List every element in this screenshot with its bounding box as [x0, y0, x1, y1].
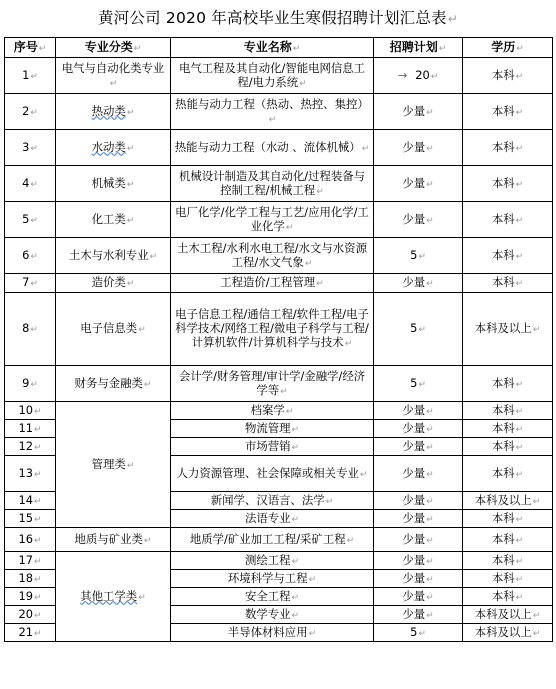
cell-category: 热动类↵	[56, 94, 171, 130]
cell-seq: 9↵	[5, 366, 56, 402]
cell-degree: 本科↵	[463, 58, 553, 94]
cell-seq: 10↵	[5, 402, 56, 420]
cell-seq: 11↵	[5, 420, 56, 438]
cell-seq: 16↵	[5, 528, 56, 552]
header-degree: 学历↵	[463, 38, 553, 58]
cell-plan: 少量↵	[374, 588, 463, 606]
cell-seq: 3↵	[5, 130, 56, 166]
cell-category: 造价类↵	[56, 274, 171, 293]
cell-plan: 少量↵	[374, 202, 463, 238]
cell-category-merged: 管理类↵	[56, 402, 171, 528]
table-row	[5, 202, 553, 238]
recruitment-plan-table	[4, 37, 553, 642]
cell-degree: 本科↵	[463, 570, 553, 588]
cell-majors: 人力资源管理、社会保障或相关专业↵	[171, 456, 374, 492]
cell-degree: 本科↵	[463, 166, 553, 202]
table-row	[5, 238, 553, 274]
cell-plan: 5↵	[374, 238, 463, 274]
cell-seq: 17↵	[5, 552, 56, 570]
cell-plan: 少量↵	[374, 552, 463, 570]
cell-seq: 1↵	[5, 58, 56, 94]
cell-seq: 15↵	[5, 510, 56, 528]
header-seq: 序号↵	[5, 38, 56, 58]
cell-plan: 少量↵	[374, 510, 463, 528]
cell-seq: 12↵	[5, 438, 56, 456]
cell-majors: 会计学/财务管理/审计学/金融学/经济学等↵	[171, 366, 374, 402]
cell-majors: 测绘工程↵	[171, 552, 374, 570]
cell-degree: 本科↵	[463, 94, 553, 130]
cell-majors: 电厂化学/化学工程与工艺/应用化学/工业化学↵	[171, 202, 374, 238]
cell-majors: 地质学/矿业加工工程/采矿工程↵	[171, 528, 374, 552]
cell-plan: 少量↵	[374, 492, 463, 510]
cell-majors: 土木工程/水利水电工程/水文与水资源工程/水文气象↵	[171, 238, 374, 274]
cell-majors: 热能与动力工程（水动 、流体机械）↵	[171, 130, 374, 166]
cell-category: 财务与金融类↵	[56, 366, 171, 402]
table-row	[5, 366, 553, 402]
cell-majors: 半导体材料应用↵	[171, 624, 374, 642]
cell-category: 电气与自动化类专业↵	[56, 58, 171, 94]
header-plan: 招聘计划↵	[374, 38, 463, 58]
cell-category: 水动类↵	[56, 130, 171, 166]
cell-seq: 20↵	[5, 606, 56, 624]
cell-majors: 电子信息工程/通信工程/软件工程/电子科学技术/网络工程/微电子科学与工程/ 计算机软件/计算机科学与技术↵	[171, 293, 374, 366]
table-row	[5, 402, 553, 420]
cell-degree: 本科及以上↵	[463, 293, 553, 366]
header-majors: 专业名称↵	[171, 38, 374, 58]
cell-plan: 少量↵	[374, 274, 463, 293]
header-category: 专业分类↵	[56, 38, 171, 58]
cell-degree: 本科↵	[463, 130, 553, 166]
table-row	[5, 130, 553, 166]
cell-plan: 5↵	[374, 624, 463, 642]
cell-seq: 8↵	[5, 293, 56, 366]
cell-majors: 环境科学与工程↵	[171, 570, 374, 588]
cell-degree: 本科↵	[463, 510, 553, 528]
cell-majors: 物流管理↵	[171, 420, 374, 438]
cell-plan: 少量↵	[374, 570, 463, 588]
cell-degree: 本科↵	[463, 238, 553, 274]
cell-degree: 本科↵	[463, 420, 553, 438]
cell-degree: 本科↵	[463, 438, 553, 456]
cell-seq: 5↵	[5, 202, 56, 238]
table-header-row	[5, 38, 553, 58]
table-row	[5, 528, 553, 552]
cell-seq: 4↵	[5, 166, 56, 202]
table-row	[5, 94, 553, 130]
cell-seq: 7↵	[5, 274, 56, 293]
table-row	[5, 293, 553, 366]
cell-category: 土木与水利专业↵	[56, 238, 171, 274]
paragraph-mark-icon: ↵	[447, 12, 459, 26]
cell-plan: 少量↵	[374, 402, 463, 420]
cell-majors: 新闻学、汉语言、法学↵	[171, 492, 374, 510]
cell-majors: 电气工程及其自动化/智能电网信息工程/电力系统↵	[171, 58, 374, 94]
cell-category-merged: 其他工学类↵	[56, 552, 171, 642]
cell-plan: 5↵	[374, 293, 463, 366]
cell-plan: 少量↵	[374, 166, 463, 202]
cell-plan: 少量↵	[374, 130, 463, 166]
cell-plan: 少量↵	[374, 420, 463, 438]
cell-majors: 法语专业↵	[171, 510, 374, 528]
cell-category: 电子信息类↵	[56, 293, 171, 366]
cell-plan: 少量↵	[374, 606, 463, 624]
cell-degree: 本科↵	[463, 456, 553, 492]
cell-majors: 机械设计制造及其自动化/过程装备与控制工程/机械工程↵	[171, 166, 374, 202]
table-row	[5, 166, 553, 202]
table-row	[5, 58, 553, 94]
cell-majors: 工程造价/工程管理↵	[171, 274, 374, 293]
cell-category: 地质与矿业类↵	[56, 528, 171, 552]
cell-majors: 数学专业↵	[171, 606, 374, 624]
cell-degree: 本科↵	[463, 202, 553, 238]
cell-plan: 少量↵	[374, 528, 463, 552]
cell-plan: 少量↵	[374, 456, 463, 492]
cell-degree: 本科及以上↵	[463, 624, 553, 642]
cell-majors: 热能与动力工程（热动、热控、集控）↵	[171, 94, 374, 130]
cell-degree: 本科↵	[463, 366, 553, 402]
cell-plan: 5↵	[374, 366, 463, 402]
cell-seq: 18↵	[5, 570, 56, 588]
tab-arrow-icon: →	[397, 67, 408, 82]
cell-degree: 本科↵	[463, 552, 553, 570]
cell-seq: 21↵	[5, 624, 56, 642]
cell-seq: 13↵	[5, 456, 56, 492]
cell-category: 化工类↵	[56, 202, 171, 238]
cell-seq: 6↵	[5, 238, 56, 274]
cell-degree: 本科↵	[463, 274, 553, 293]
cell-degree: 本科↵	[463, 528, 553, 552]
cell-degree: 本科↵	[463, 402, 553, 420]
cell-majors: 安全工程↵	[171, 588, 374, 606]
cell-plan: → 20↵	[374, 58, 463, 94]
cell-seq: 19↵	[5, 588, 56, 606]
cell-plan: 少量↵	[374, 438, 463, 456]
cell-degree: 本科↵	[463, 588, 553, 606]
cell-majors: 市场营销↵	[171, 438, 374, 456]
cell-seq: 14↵	[5, 492, 56, 510]
cell-seq: 2↵	[5, 94, 56, 130]
table-row	[5, 274, 553, 293]
cell-degree: 本科及以上↵	[463, 492, 553, 510]
cell-degree: 本科及以上↵	[463, 606, 553, 624]
table-row	[5, 552, 553, 570]
cell-plan: 少量↵	[374, 94, 463, 130]
cell-category: 机械类↵	[56, 166, 171, 202]
cell-majors: 档案学↵	[171, 402, 374, 420]
document-title: 黄河公司 2020 年高校毕业生寒假招聘计划汇总表↵	[97, 9, 459, 27]
